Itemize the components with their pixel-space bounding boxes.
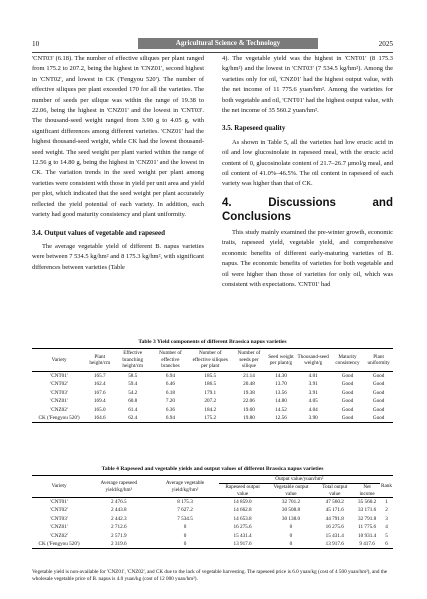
table-cell: 11 775.6 <box>358 524 377 531</box>
table-cell: 54.2 <box>128 389 138 396</box>
page-number: 10 <box>32 40 40 48</box>
table-cell: 6.94 <box>152 414 189 423</box>
table-cell: 2 571.9 <box>111 532 127 539</box>
table4 <box>32 475 393 549</box>
table-cell: 'CNT03' <box>50 389 68 396</box>
table-cell: 20.48 <box>243 381 255 388</box>
paragraph: 'CNT03' (6.18). The number of effective siliques per plant ranged from 175.2 to 207.2, being the highest in 'CNZ01', second highest in 'CNT02', and lowest in CK ('Fengyou 520'). The number of effective siliques per plant exceeded 170 for all the varieties. The number of seeds per silique was within the range of 19.38 to 22.06, being the highest in 'CNZ01' and the lowest in 'CNT03'. The thousand-seed weight ranged from 3.90 g to 4.05 g, with significant differences among different varieties. 'CNZ01' had the highest thousand-seed weight, while CK had the lowest thousand-seed weight. The seed weight per plant varied within the range of 12.56 g to 14.80 g, being the highest in 'CNZ01' and the lowest in CK. The variation trends in the seed weight per plant among varieties were consistent with those in yield per unit area and yield per plot, which indicated that the seed weight per plant accurately reflected the yield potential of each variety. In addition, each variety had good maturity consistency and plant uniformity. <box>32 55 204 219</box>
table-cell: 'CNT02' <box>50 507 68 514</box>
table-cell: 'CNZ02' <box>50 532 68 539</box>
table-cell: Good <box>341 406 354 413</box>
table-cell: 6.36 <box>165 406 175 413</box>
table-cell: 4.05 <box>308 398 318 405</box>
table-cell: 19.60 <box>243 406 255 413</box>
table4-header: Variety <box>32 476 86 498</box>
section-heading: 4. Discussions and Conclusions <box>222 196 393 223</box>
table-cell: 60.8 <box>128 398 138 405</box>
table-cell: 185.5 <box>204 372 217 379</box>
year: 2025 <box>378 40 393 48</box>
table-cell: 9 417.6 <box>354 540 380 549</box>
paragraph: As shown in Table 5, all the varieties had low erucic acid in oil and low glucosinolate in rapeseed meal, with the erucic acid content of 0, glucosinolate content of 21.7–26.7 μmol/g meal, and oil content of 41.0%–46.5%. The oil content in rapeseed of each variety was higher than that of CK. <box>222 138 393 188</box>
table-cell: 14 859.0 <box>233 498 252 505</box>
table-cell: 14.52 <box>275 406 287 413</box>
table-cell: 3.91 <box>308 389 318 396</box>
table-cell: 2 443.8 <box>111 507 127 514</box>
table3-header: Plant height/cm <box>86 349 113 372</box>
table-cell: 13.56 <box>275 389 287 396</box>
table-cell: 164.6 <box>86 414 113 423</box>
table-cell: Good <box>372 398 385 405</box>
table-cell: 165.0 <box>93 406 106 413</box>
table-cell: 6.94 <box>165 372 175 379</box>
table3 <box>32 348 393 423</box>
table-cell: 14 662.8 <box>233 507 252 514</box>
table-cell: 30 508.8 <box>281 507 301 514</box>
table4-header: Total output value <box>315 484 354 498</box>
table-row <box>32 397 393 405</box>
table-cell: 21.14 <box>243 372 255 379</box>
table-cell: 5 <box>385 532 388 539</box>
table-cell: 7 627.2 <box>177 507 193 514</box>
table-cell: 35 560.2 <box>358 498 377 505</box>
table4-header: Average vegetable yield/kg/hm² <box>151 476 218 498</box>
table-cell: 179.1 <box>204 389 217 396</box>
table4-note: Vegetable yield is non-available for 'CNZ01', 'CNZ02', and CK due to the lack of vegetable harvesting. The rapeseed price is 6.0 yuan/kg (cost of 4 500 yuan/hm²), and the wholesale vegetable price of B. napus is 4.0 yuan/kg (cost of 12 000 yuan/hm²). <box>32 569 388 582</box>
table-cell: 12.56 <box>266 414 295 423</box>
table-cell: 0 <box>183 532 187 539</box>
table-cell: 7 534.5 <box>177 515 193 522</box>
table-cell: 19.80 <box>232 414 267 423</box>
table-cell: 184.2 <box>204 406 217 413</box>
paragraph: This study mainly examined the pre-winter growth, economic traits, rapeseed yield, vegetable yield, and comprehensive economic benefits of different early-maturing varieties of B. napus. The economic benefits of varieties for both vegetable and oil were higher than those of varieties for only oil, which was consistent with expectations. 'CNT01' had <box>222 228 393 288</box>
table-cell: 30 138.0 <box>281 515 301 522</box>
table-cell: 47 560.2 <box>325 498 344 505</box>
table-cell: Good <box>372 372 385 379</box>
table-cell: 4.01 <box>308 372 318 379</box>
table-cell: 6.18 <box>165 389 175 396</box>
table-row <box>32 406 393 414</box>
table-cell: 62.4 <box>113 414 152 423</box>
table-row <box>32 389 393 397</box>
table-cell: 7.20 <box>165 398 175 405</box>
table-cell: 4.04 <box>308 406 318 413</box>
table4-header: Vegetable output value <box>267 484 316 498</box>
table3-caption: Table 3 Yield components of different Brassica napus varieties <box>138 339 287 345</box>
table4-header: Rapeseed output value <box>219 484 267 498</box>
table-cell: Good <box>341 381 354 388</box>
table3-header: Maturity consistency <box>331 349 365 372</box>
table-cell: CK ('Fengyou 520') <box>32 414 86 423</box>
table-cell: 32 791.8 <box>358 515 377 522</box>
table-cell: 'CNT03' <box>50 515 68 522</box>
header-rule <box>32 52 393 53</box>
table-cell: 58.5 <box>128 372 138 379</box>
table-cell: 44 791.8 <box>325 515 344 522</box>
table3-header: Plant uniformity <box>364 349 393 372</box>
table-cell: 2 476.5 <box>111 498 127 505</box>
table-cell: 32 701.2 <box>281 498 301 505</box>
table-cell: Good <box>372 389 385 396</box>
table4-header: Net income <box>354 484 380 498</box>
table-cell: Good <box>372 381 385 388</box>
table-cell: 167.6 <box>93 389 106 396</box>
table4-caption: Table 4 Rapeseed and vegetable yields and output values of different Brassica napus varieties <box>101 466 324 472</box>
table-cell: 3 <box>385 515 388 522</box>
table-cell: 13 917.6 <box>219 540 267 549</box>
table-cell: Good <box>372 406 385 413</box>
table-cell: 0 <box>267 540 316 549</box>
table-cell: 45 171.6 <box>325 507 344 514</box>
table-cell: Good <box>341 389 354 396</box>
table-cell: 59.4 <box>128 381 138 388</box>
table4-header: Output value/yuan/hm² <box>219 476 380 484</box>
table-cell: 'CNT01' <box>50 498 68 505</box>
table-cell: 15 431.4 <box>233 532 252 539</box>
table-row <box>32 498 393 507</box>
table-cell: 14 653.8 <box>233 515 252 522</box>
paragraph: The average vegetable yield of different B. napus varieties were between 7 534.5 kg/hm² and 8 175.3 kg/hm², with significant differences between varieties (Table <box>32 242 204 271</box>
table-cell: 'CNT01' <box>50 372 68 379</box>
table-cell: 33 171.6 <box>358 507 377 514</box>
table-cell: 169.4 <box>93 398 106 405</box>
table-cell: 'CNZ01' <box>50 398 68 405</box>
table-row <box>32 532 393 540</box>
table-cell: 16 275.6 <box>325 524 344 531</box>
table3-header: Number of seeds per silique <box>232 349 267 372</box>
table-cell: 0 <box>183 524 187 531</box>
table-cell: 2 <box>385 507 388 514</box>
table-row <box>32 372 393 381</box>
table-cell: 'CNT02' <box>50 381 68 388</box>
table-cell: 186.5 <box>204 381 217 388</box>
table-cell: 175.2 <box>189 414 232 423</box>
table4-header: Average rapeseed yield/kg/hm² <box>86 476 151 498</box>
table-cell: Good <box>341 372 354 379</box>
section-heading: 3.5. Rapeseed quality <box>222 124 286 133</box>
table-cell: 22.06 <box>243 398 255 405</box>
table-cell: 3.91 <box>308 381 318 388</box>
table-cell: CK ('Fengyou 520') <box>32 540 86 549</box>
paragraph: 4). The vegetable yield was the highest in 'CNT01' (8 175.3 kg/hm²) and the lowest in 'CNT03' (7 534.5 kg/hm²). Among the varieties only for oil, 'CNZ01' had the highest output value, with the net income of 11 775.6 yuan/hm². Among the varieties for both vegetable and oil, 'CNT01' had the highest output value, with the net income of 35 560.2 yuan/hm². <box>222 55 393 115</box>
table-cell: Good <box>341 398 354 405</box>
table-cell: 16 275.6 <box>233 524 252 531</box>
table-cell: 207.2 <box>204 398 217 405</box>
table3-header: Thousand-seed weight/g <box>296 349 331 372</box>
running-header <box>32 38 393 50</box>
right-column <box>222 54 393 290</box>
table-cell: 2 442.3 <box>111 515 127 522</box>
table-row <box>32 515 393 523</box>
table-cell: 13 917.6 <box>315 540 354 549</box>
table4-header: Rank <box>380 476 393 498</box>
journal-name: Agricultural Science & Technology <box>138 38 318 49</box>
table-row <box>32 414 393 423</box>
table-cell: 10 931.4 <box>358 532 377 539</box>
table-cell: 2 712.6 <box>111 524 127 531</box>
table-cell: 'CNZ02' <box>50 406 68 413</box>
table-cell: 4 <box>385 524 388 531</box>
table-cell: 14.80 <box>275 398 287 405</box>
table-cell: Good <box>364 414 393 423</box>
table3-header: Number of effective branches <box>152 349 189 372</box>
table-cell: Good <box>331 414 365 423</box>
table-cell: 2 319.6 <box>86 540 151 549</box>
table-cell: 162.4 <box>93 381 106 388</box>
table3-header: Seed weight per plant/g <box>266 349 295 372</box>
table-cell: 0 <box>289 524 293 531</box>
table-cell: 0 <box>151 540 218 549</box>
table-cell: 6.46 <box>165 381 175 388</box>
section-heading: 3.4. Output values of vegetable and rapeseed <box>32 228 165 237</box>
table-cell: 0 <box>289 532 293 539</box>
table-cell: 3.90 <box>296 414 331 423</box>
table-cell: 19.38 <box>243 389 255 396</box>
table3-header: Number of effective siliques per plant <box>189 349 232 372</box>
left-column <box>32 54 204 273</box>
table-row <box>32 380 393 388</box>
table-cell: 6 <box>380 540 393 549</box>
table-cell: 8 175.3 <box>177 498 193 505</box>
table3-header: Effective branching height/cm <box>113 349 152 372</box>
table3-header: Variety <box>32 349 86 372</box>
table-cell: 13.70 <box>275 381 287 388</box>
table-row <box>32 523 393 531</box>
table-cell: 165.7 <box>93 372 106 379</box>
table-cell: 61.4 <box>128 406 138 413</box>
table-cell: 1 <box>385 498 388 505</box>
table-cell: 15 431.4 <box>325 532 344 539</box>
table-cell: 'CNZ01' <box>50 524 68 531</box>
table-cell: 14.30 <box>275 372 287 379</box>
table-row <box>32 506 393 514</box>
table-row <box>32 540 393 549</box>
